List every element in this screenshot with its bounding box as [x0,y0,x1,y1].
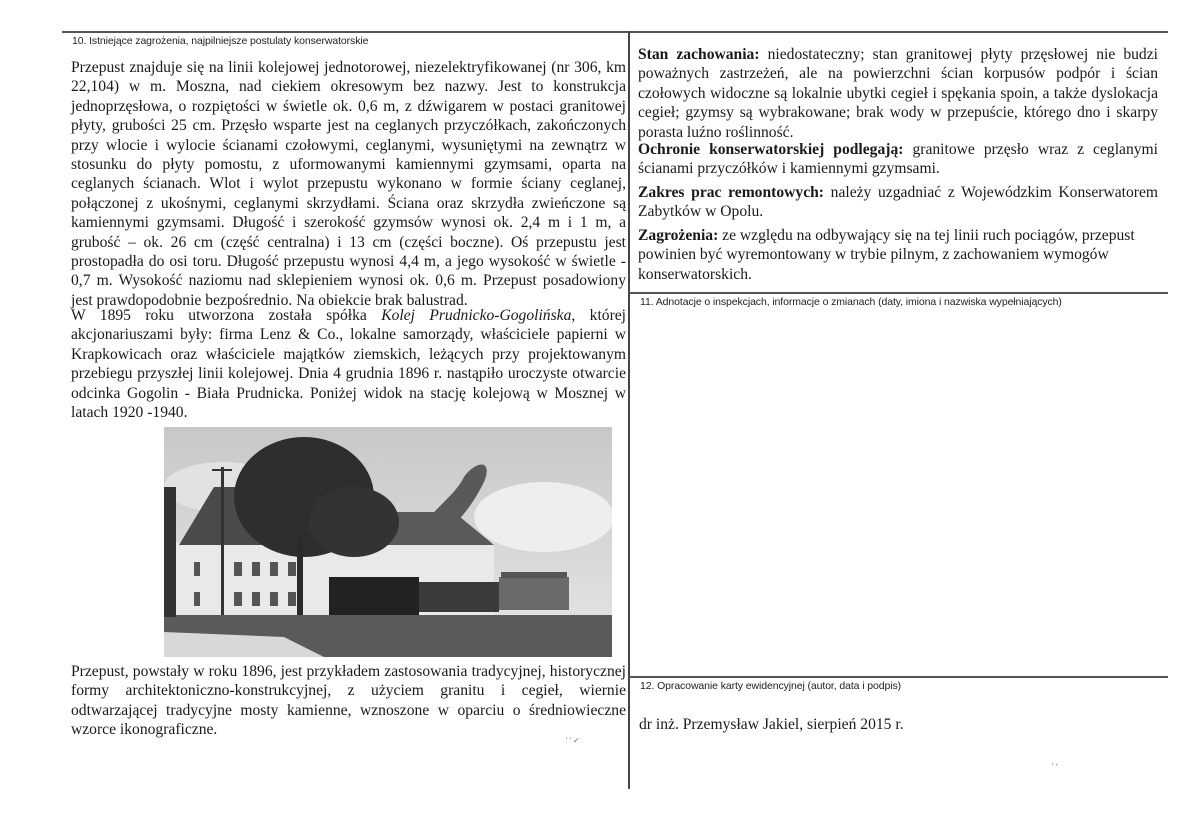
section10-paragraph1: Przepust znajduje się na linii kolejowej jednotorowej, niezelektryfikowanej (nr 306, km 22,104) w m. Moszna, nad ciekiem okresowym bez nazwy. Jest to konstrukcja jednoprzęsłowa, o rozpiętości w świetle ok. 0,6 m, z dźwigarem w postaci granitowej płyty, grubości 25 cm. Przęsło wsparte jest na ceglanych przyczółkach, zakończonych przy wlocie i wylocie ścianami czołowymi, ceglanymi, wysuniętymi na zewnątrz w stosunku do płyty pomostu, z uformowanymi kamiennymi gzymsami, oparta na ceglanych ścianach. Wlot i wylot przepustu wykonano w formie ściany ceglanej, połączonej z ukośnymi, ceglanymi skrzydłami. Ściana oraz skrzydła zwieńczone są kamiennymi gzymsami. Długość i szerokość gzymsów wynosi ok. 2,4 m i 1 m, a grubość – ok. 26 cm (część centralna) i 13 cm (części boczne). Oś przepustu jest prostopadła do osi toru. Długość przepustu wynosi 4,4 m, a jego wysokość w świetle - 0,7 m. Wysokość naziomu nad sklepieniem wynosi ok. 0,6 m. Przepust posadowiony jest prawdopodobnie bezpośrednio. Na obiekcie brak balustrad. [71,59,626,309]
zagrozenia-label: Zagrożenia: [638,227,719,244]
stan-label: Stan zachowania: [638,46,760,63]
zakres-prac [638,183,1158,222]
zakres-label: Zakres prac remontowych: [638,184,824,201]
paragraph2-text: W 1895 roku utworzona została spółka [71,307,382,324]
stan-zachowania [638,45,1158,142]
author-signature-line: dr inż. Przemysław Jakiel, sierpień 2015 r. [639,716,904,733]
ochrona-label: Ochronie konserwatorskiej podlegają: [638,141,904,158]
paragraph2-text-cont: , której akcjonariuszami były: firma Lenz & Co., lokalne samorządy, właściciele papierni w Krapkowicach oraz właściciele majątków ziemskich, leżących przy projektowanym przebiegu przyszłej linii kolejowej. Dnia 4 grudnia 1896 r. nastąpiło uroczyste otwarcie odcinka Gogolin - Biała Prudnicka. Poniżej widok na stację kolejową w Mosznej w latach 1920 -1940. [71,307,627,422]
railway-company-name: Kolej Prudnicko-Gogolińska [381,307,572,324]
stan-text: niedostateczny; stan granitowej płyty przęsłowej nie budzi poważnych zastrzeżeń, ale na powierzchni ścian korpusów podpór i ścian czołowych widoczne są lokalnie ubytki cegieł i spękania spoin, a także dyslokacja cegieł; gzymsy są wybrakowane; brak wody w przepuście, którego dno i skarpy porasta luźno roślinność. [638,46,1158,141]
section12-rule [629,676,1168,678]
zagrozenia [638,226,1138,284]
section10-paragraph2 [71,306,626,422]
zakres-text: należy uzgadniać z Wojewódzkim Konserwatorem Zabytków w Opolu. [638,184,1158,221]
scan-speck: ' ʻ [1052,762,1059,771]
section12-header: 12. Opracowanie karty ewidencyjnej (autor, data i podpis) [640,680,902,692]
section10-paragraph3: Przepust, powstały w roku 1896, jest przykładem zastosowania tradycyjnej, historycznej formy architektoniczno-konstrukcyjnej, z użyciem granitu i cegieł, wiernie odtwarzającej tradycyjne mosty kamienne, wznoszone w oparciu o średniowieczne wzorce ikonograficzne. [71,663,626,739]
section10-header: 10. Istniejące zagrożenia, najpilniejsze postulaty konserwatorskie [72,35,369,47]
top-rule [62,31,1168,33]
ochrona-konserwatorska [638,140,1158,179]
scan-speck: ' ' ✓ [566,736,580,745]
section11-header: 11. Adnotacje o inspekcjach, informacje o zmianach (daty, imiona i nazwiska wypełniających) [640,296,1062,308]
section11-rule [629,292,1168,294]
zagrozenia-text: ze względu na odbywający się na tej linii ruch pociągów, przepust powinien być wyremontowany w trybie pilnym, z zachowaniem wymogów konserwatorskich. [638,227,1135,283]
ochrona-text: granitowe przęsło wraz z ceglanymi ścianami przyczółków i kamiennymi gzymsami. [638,141,1159,178]
historic-station-photo [164,427,612,657]
